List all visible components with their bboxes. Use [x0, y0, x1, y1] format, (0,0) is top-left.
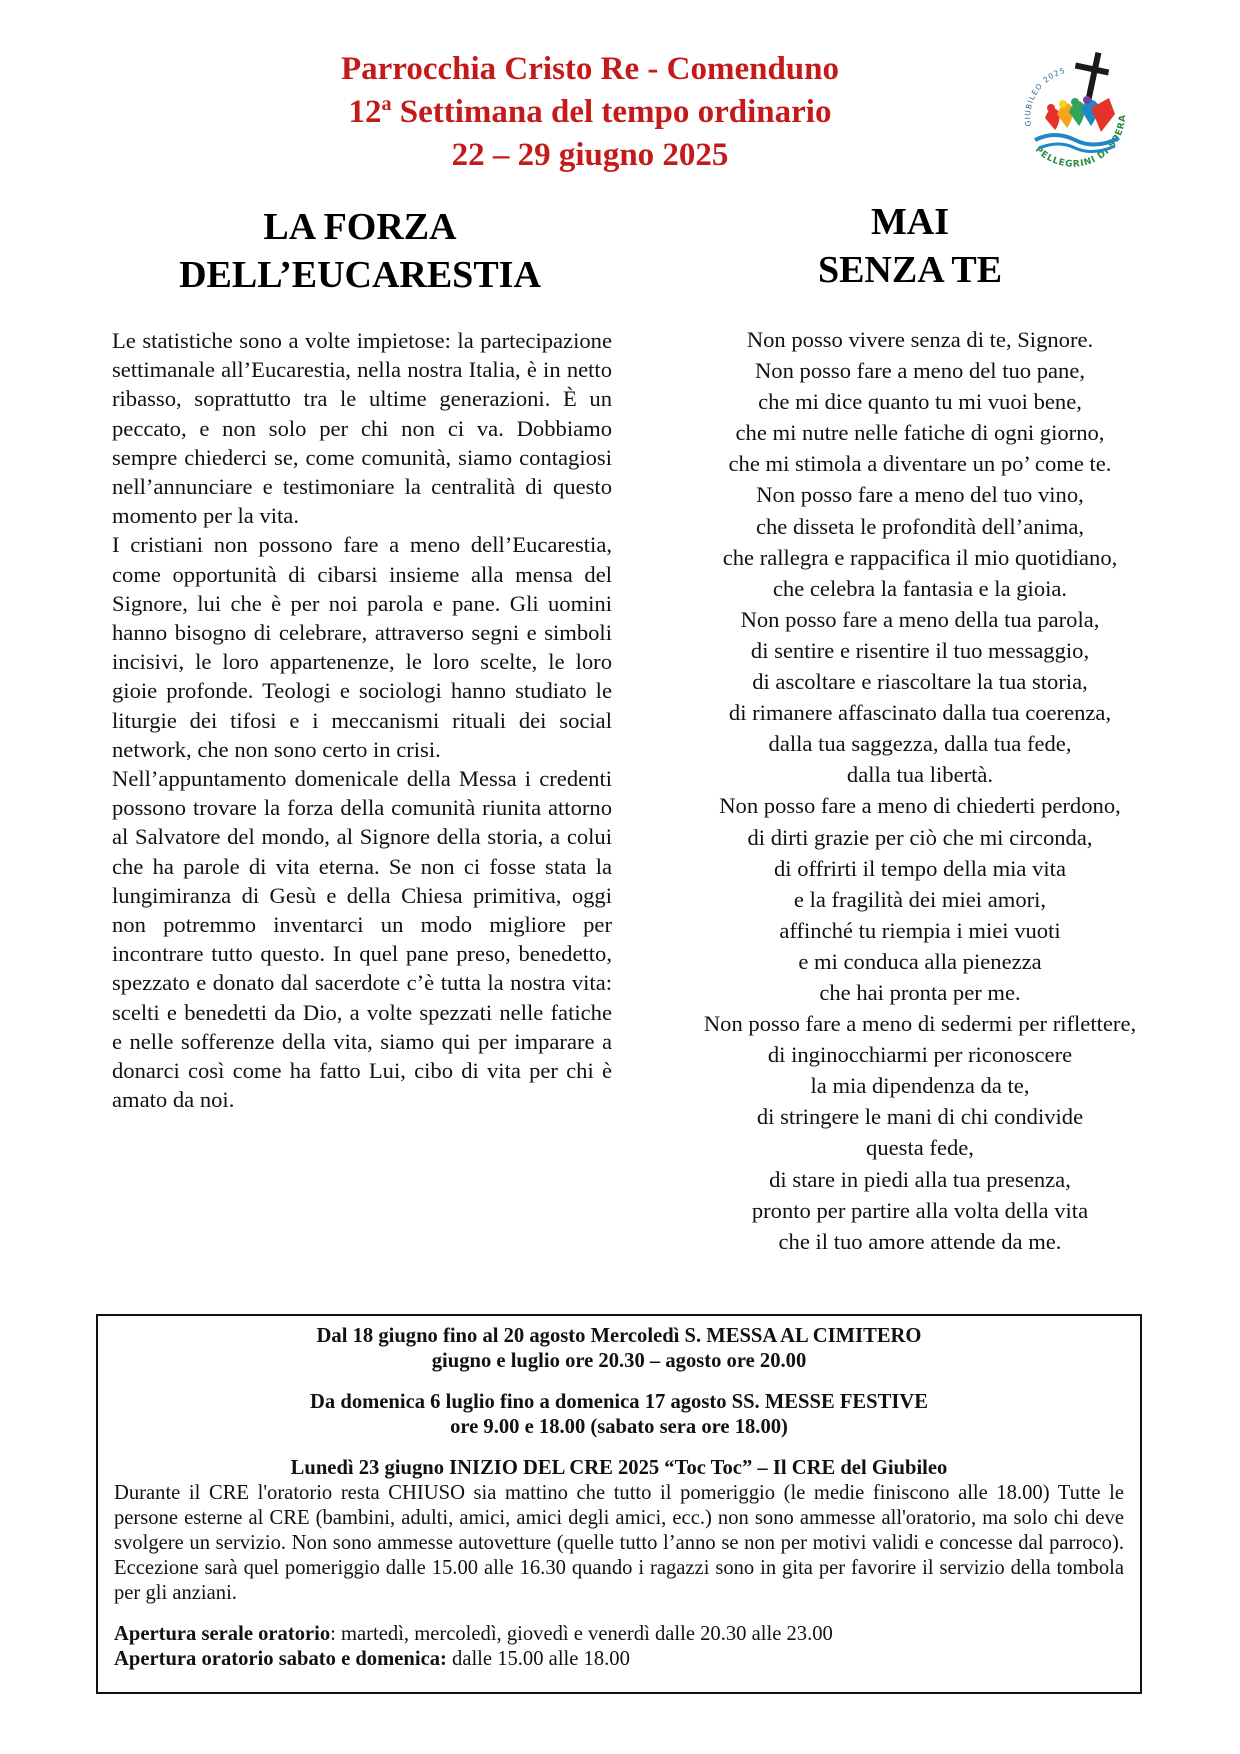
poem-line: che mi dice quanto tu mi vuoi bene, — [758, 389, 1082, 415]
cemetery-mass-line-1: Dal 18 giugno fino al 20 agosto Mercoledì S. MESSA AL CIMITERO — [316, 1325, 922, 1347]
poem-line: di inginocchiarmi per riconoscere — [767, 1042, 1073, 1068]
poem-line: Non posso fare a meno di chiederti perdono, — [719, 793, 1121, 819]
cre-description: Durante il CRE l'oratorio resta CHIUSO sia mattino che tutto il pomeriggio (le medie finiscono alle 18.00) Tutte le persone esterne al CRE (bambini, adulti, amici, amici degli amici, ecc.) non sono ammesse all'oratorio, ma solo chi deve svolgere un servizio. Non sono ammesse autovetture (quelle tutto l’anno se non per motivi validi e concesse dal parroco). Eccezione sarà quel pomeriggio dalle 15.00 alle 16.30 quando i ragazzi sono in gita per favorire il servizio della tombola per gli anziani. — [114, 1482, 1124, 1604]
weekend-opening-text: dalle 15.00 alle 18.00 — [446, 1648, 630, 1670]
poem-line: di offrirti il tempo della mia vita — [774, 855, 1066, 881]
poem-line: Non posso fare a meno del tuo vino, — [756, 482, 1084, 508]
parish-name: Parrocchia Cristo Re - Comenduno — [341, 51, 839, 87]
poem-line: di stare in piedi alla tua presenza, — [769, 1166, 1071, 1192]
logo-ring-bottom-text: PELLEGRINI DI SPERA — [1032, 113, 1129, 170]
article-title — [110, 203, 610, 299]
weekend-opening-label: Apertura oratorio sabato e domenica: — [114, 1648, 447, 1670]
date-range: 22 – 29 giugno 2025 — [451, 137, 729, 173]
poem-line: che celebra la fantasia e la gioia. — [772, 575, 1068, 601]
evening-opening-label: Apertura serale oratorio — [114, 1623, 331, 1645]
poem-line: la mia dipendenza da te, — [810, 1073, 1030, 1099]
poem-line: di rimanere affascinato dalla tua coerenza, — [728, 700, 1112, 726]
poem-line: di sentire e risentire il tuo messaggio, — [750, 637, 1090, 663]
festive-mass-line-1: Da domenica 6 luglio fino a domenica 17 agosto SS. MESSE FESTIVE — [310, 1391, 928, 1413]
cemetery-mass-line-2: giugno e luglio ore 20.30 – agosto ore 20.00 — [431, 1350, 807, 1372]
logo-ring-top-text: GIUBILEO 2025 — [1023, 65, 1067, 127]
poem-line: e mi conduca alla pienezza — [798, 948, 1042, 974]
cre-title: Lunedì 23 giugno INIZIO DEL CRE 2025 “Toc Toc” – Il CRE del Giubileo — [290, 1457, 948, 1479]
week-title — [230, 91, 950, 134]
evening-opening — [114, 1622, 1124, 1647]
poem-title-line-1: MAI — [870, 201, 950, 243]
poem-line: Non posso vivere senza di te, Signore. — [746, 327, 1094, 352]
festive-mass-line-2: ore 9.00 e 18.00 (sabato sera ore 18.00) — [450, 1416, 788, 1438]
jubilee-logo — [1005, 48, 1145, 188]
poem-line: che il tuo amore attende da me. — [778, 1228, 1062, 1254]
poem-title-line-2: SENZA TE — [817, 249, 1003, 291]
week-number: 12 — [348, 94, 382, 130]
poem-line: e la fragilità dei miei amori, — [793, 886, 1047, 912]
article-body — [112, 326, 612, 1114]
article-paragraph: Le statistiche sono a volte impietose: la partecipazione settimanale all’Eucarestia, nella nostra Italia, è in netto ribasso, soprattutto tra le ultime generazioni. È un peccato, e non solo per chi non ci va. Dobbiamo sempre chiederci se, come comunità, siamo contagiosi nell’annunciare e testimoniare la centralità di questo momento per la vita. — [112, 328, 612, 529]
poem-line: di ascoltare e riascoltare la tua storia, — [752, 669, 1088, 695]
parish-header — [230, 48, 950, 177]
poem-line: affinché tu riempia i miei vuoti — [779, 917, 1061, 943]
article-paragraph: Nell’appuntamento domenicale della Messa i credenti possono trovare la forza della comunità riunita attorno al Salvatore del mondo, al Signore della storia, a colui che ha parole di vita eterna. Se non ci fosse stata la lungimiranza di Gesù e della Chiesa primitiva, oggi non potremmo inventarci un modo migliore per incontrare tutto questo. In quel pane preso, benedetto, spezzato e donato dal sacerdote c’è tutta la nostra vita: scelti e benedetti da Dio, a volte spezzati nelle fatiche e nelle sofferenze della vita, siamo qui per imparare a donarci così come ha fatto Lui, cibo di vita per chi è amato da noi. — [112, 766, 612, 1113]
poem-title — [720, 198, 1100, 294]
poem-line: che rallegra e rappacifica il mio quotidiano, — [722, 544, 1118, 570]
notice-box — [96, 1314, 1142, 1694]
week-ordinal-sup: a — [381, 93, 392, 115]
poem-line: di dirti grazie per ciò che mi circonda, — [747, 824, 1093, 850]
poem-line: che mi nutre nelle fatiche di ogni giorno, — [735, 420, 1105, 446]
poem-line: dalla tua saggezza, dalla tua fede, — [768, 731, 1072, 757]
poem-line: Non posso fare a meno della tua parola, — [740, 606, 1100, 632]
week-label: Settimana del tempo ordinario — [391, 94, 832, 130]
poem-line: Non posso fare a meno di sedermi per riflettere, — [703, 1011, 1137, 1037]
article-title-line-1: LA FORZA — [263, 206, 457, 248]
poem-line: di stringere le mani di chi condivide — [756, 1104, 1084, 1130]
poem-line: Non posso fare a meno del tuo pane, — [754, 358, 1086, 384]
poem-line: dalla tua libertà. — [846, 762, 994, 788]
poem-line: pronto per partire alla volta della vita — [751, 1197, 1089, 1223]
article-paragraph: I cristiani non possono fare a meno dell’Eucarestia, come opportunità di cibarsi insieme alla mensa del Signore, lui che è per noi parola e pane. Gli uomini hanno bisogno di celebrare, attraverso segni e simboli incisivi, le loro appartenenze, le loro scelte, le loro gioie profonde. Teologi e sociologi hanno studiato le liturgie dei tifosi e i meccanismi rituali dei social network, che non sono certo in crisi. — [112, 532, 612, 762]
jubilee-logo-graphic — [1005, 48, 1145, 188]
poem-line: questa fede, — [866, 1135, 974, 1161]
logo-pilgrims — [1035, 96, 1119, 152]
article-title-line-2: DELL’EUCARESTIA — [179, 254, 541, 296]
poem-line: che mi stimola a diventare un po’ come te. — [728, 451, 1112, 477]
evening-opening-text: : martedì, mercoledì, giovedì e venerdì dalle 20.30 alle 23.00 — [330, 1623, 833, 1645]
poem-line: che disseta le profondità dell’anima, — [755, 513, 1085, 539]
poem-body — [650, 324, 1190, 1257]
poem-line: che hai pronta per me. — [819, 979, 1021, 1005]
weekend-opening — [114, 1647, 1124, 1672]
